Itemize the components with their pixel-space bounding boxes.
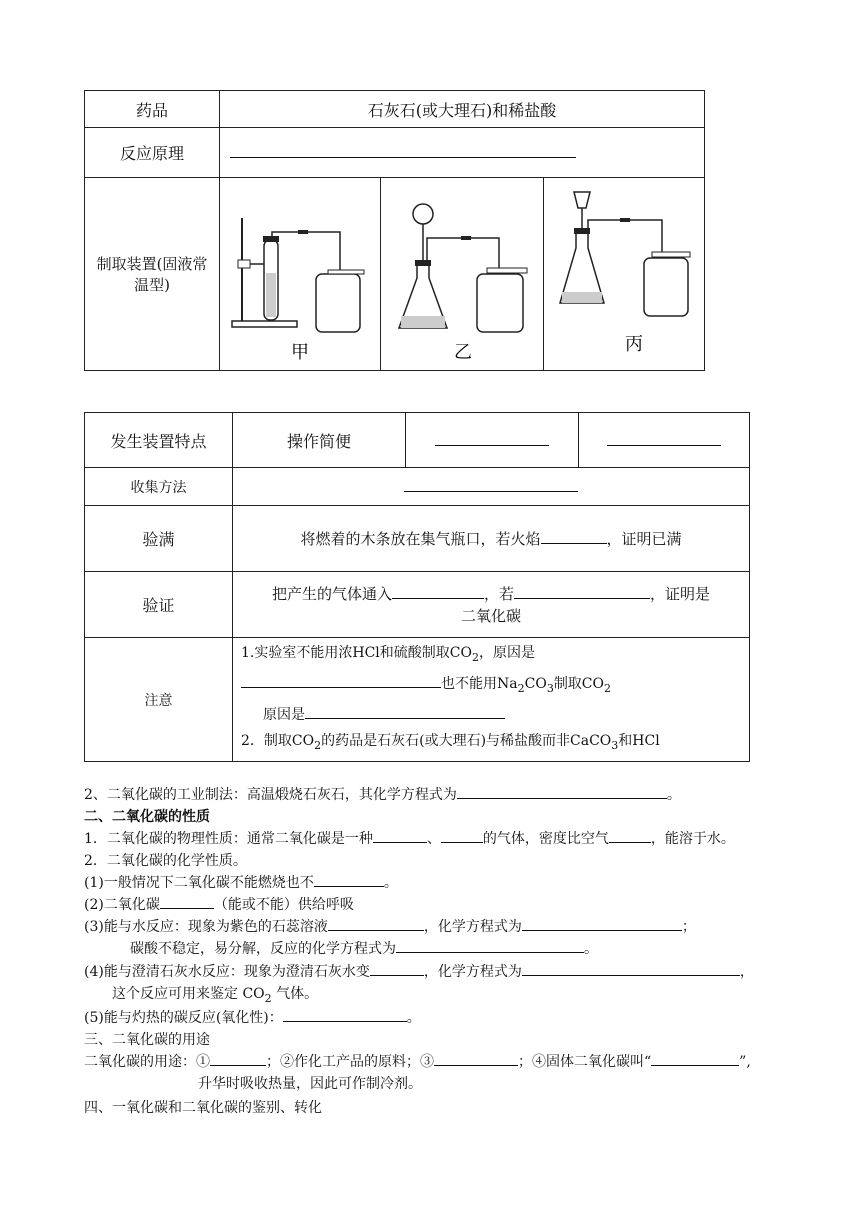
chemical-properties-heading: 2．二氧化碳的化学性质。 — [84, 853, 247, 869]
apparatus-yi-drawing — [381, 178, 543, 366]
collection-blank — [233, 468, 750, 506]
apparatus-jia-caption: 甲 — [291, 342, 309, 363]
device-feature-simple: 操作简便 — [233, 413, 406, 468]
section-heading-properties: 二、二氧化碳的性质 — [84, 809, 210, 825]
apparatus-yi — [381, 178, 544, 371]
apparatus-jia-drawing — [220, 178, 380, 366]
reagent-value: 石灰石(或大理石)和稀盐酸 — [220, 91, 705, 128]
properties-table — [84, 412, 750, 762]
apparatus-bing-drawing — [544, 178, 704, 366]
note-label: 注意 — [85, 638, 233, 762]
reagent-table — [84, 90, 705, 371]
device-feature-blank-2 — [579, 413, 750, 468]
reaction-blank-cell — [220, 128, 705, 178]
industrial-method: 2、二氧化碳的工业制法：高温煅烧石灰石，其化学方程式为 。 — [84, 787, 681, 803]
property-5: (5)能与灼热的碳反应(氧化性)： 。 — [84, 1010, 421, 1026]
uses-line: 二氧化碳的用途：① ；②作化工产品的原料；③ ；④固体二氧化碳叫“ ”, — [84, 1054, 751, 1070]
reaction-blank — [230, 156, 576, 158]
apparatus-bing — [544, 178, 705, 371]
reagent-label: 药品 — [85, 91, 220, 128]
full-check-text: 将燃着的木条放在集气瓶口，若火焰 ，证明已满 — [233, 506, 750, 572]
uses-line-2: 升华时吸收热量，因此可作制冷剂。 — [198, 1076, 422, 1092]
property-3-decompose: 碳酸不稳定，易分解，反应的化学方程式为 。 — [130, 941, 598, 957]
section-heading-uses: 三、二氧化碳的用途 — [84, 1032, 210, 1048]
property-4-note: 这个反应可用来鉴定 $CO_2$ 气体。 — [112, 986, 319, 1005]
property-4: (4)能与澄清石灰水反应：现象为澄清石灰水变 ，化学方程式为 ， — [84, 964, 754, 980]
device-feature-label: 发生装置特点 — [85, 413, 233, 468]
full-check-label: 验满 — [85, 506, 233, 572]
section-heading-identification: 四、一氧化碳和二氧化碳的鉴别、转化 — [84, 1100, 322, 1116]
apparatus-yi-caption: 乙 — [454, 342, 472, 363]
verify-label: 验证 — [85, 572, 233, 638]
property-2: (2)二氧化碳 （能或不能）供给呼吸 — [84, 897, 354, 913]
reaction-label: 反应原理 — [85, 128, 220, 178]
verify-text: 把产生的气体通入 ，若 ，证明是 二氧化碳 — [233, 572, 750, 638]
note-text: 1.实验室不能用浓HCl和硫酸制取$CO_2$，原因是 也不能用$Na_2CO_3$制取$CO_2$ 原因是 2．制取$CO_2$的药品是石灰石(或大理石)与稀盐酸而非CaCO$_3$和HCl — [233, 638, 750, 762]
apparatus-jia — [220, 178, 381, 371]
physical-properties: 1．二氧化碳的物理性质：通常二氧化碳是一种 、 的气体，密度比空气 ，能溶于水。 — [84, 831, 735, 847]
apparatus-bing-caption: 丙 — [625, 334, 643, 355]
property-1: (1)一般情况下二氧化碳不能燃烧也不 。 — [84, 875, 398, 891]
property-3: (3)能与水反应：现象为紫色的石蕊溶液 ，化学方程式为 ； — [84, 919, 696, 935]
apparatus-label: 制取装置(固液常温型) — [85, 178, 220, 371]
collection-label: 收集方法 — [85, 468, 233, 506]
device-feature-blank-1 — [406, 413, 579, 468]
